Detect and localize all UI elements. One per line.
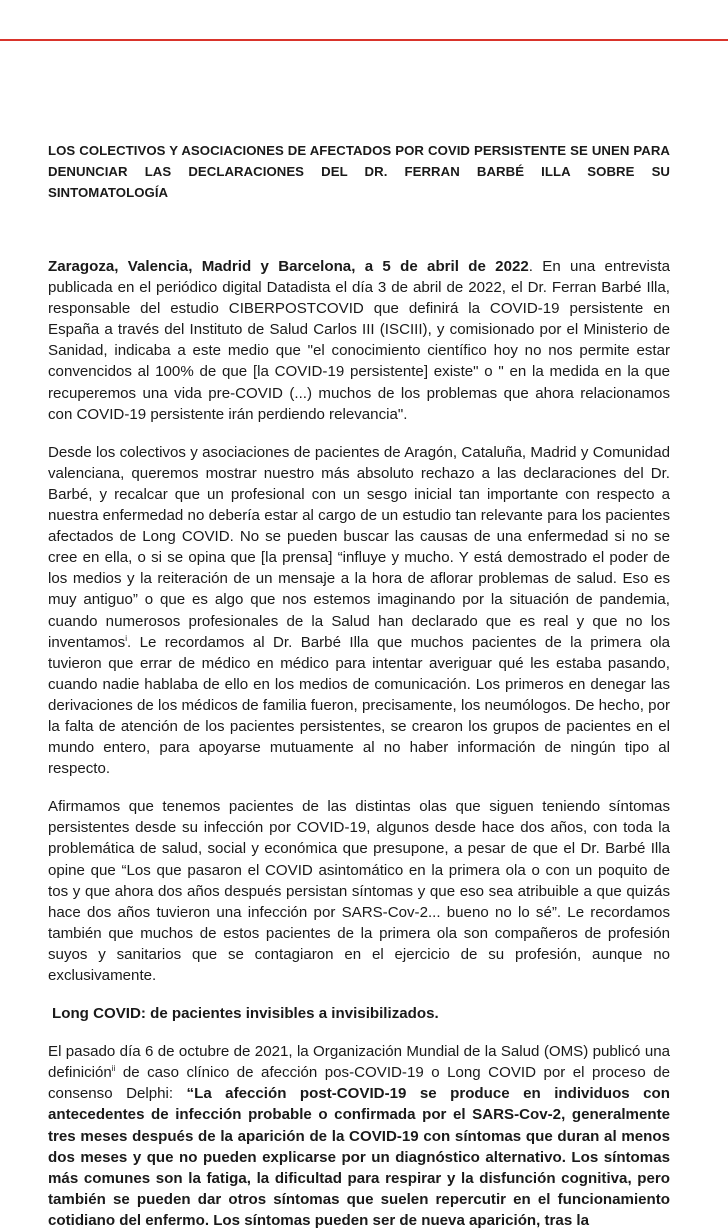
paragraph-rejection (48, 442, 670, 780)
paragraph-who-text-a: El pasado día 6 de octubre de 2021, la Organización Mundial de la Salud (OMS) publicó una definición (48, 1043, 670, 1082)
paragraph-rejection-text-b: . Le recordamos al Dr. Barbé Illa que muchos pacientes de la primera ola tuvieron que errar de médico en médico para intentar averiguar qué les estaba pasando, cuando nadie hablaba de ello en los medios de comunicación. Los primeros en denegar las derivaciones de los médicos de familia fueron, precisamente, los neumólogos. De hecho, por la falta de atención de los pacientes persistentes, se crearon los grupos de pacientes en el mundo entero, para apoyarse mutuamente al no haber información de ningún tipo al respecto. (48, 633, 670, 778)
endnote-marker-ii: ii (111, 1064, 116, 1074)
paragraph-intro (48, 256, 670, 425)
page-header-band (0, 0, 728, 40)
header-red-rule (0, 39, 728, 41)
dateline: Zaragoza, Valencia, Madrid y Barcelona, a 5 de abril de 2022 (48, 258, 529, 275)
paragraph-who-definition (48, 1041, 670, 1231)
paragraph-who-text-b: de caso clínico de afección pos-COVID-19 o Long COVID por el proceso de consenso Delphi: (48, 1064, 670, 1103)
press-release-document (48, 140, 670, 1231)
endnote-marker-i: i (125, 633, 127, 643)
section-heading: Long COVID: de pacientes invisibles a invisibilizados. (52, 1005, 439, 1023)
document-title: LOS COLECTIVOS Y ASOCIACIONES DE AFECTADOS POR COVID PERSISTENTE SE UNEN PARA DENUNCIAR LAS DECLARACIONES DEL DR. FERRAN BARBÉ ILLA SOBRE SU SINTOMATOLOGÍA (48, 143, 670, 200)
who-definition-quote: “La afección post-COVID-19 se produce en individuos con antecedentes de infección probable o confirmada por el SARS-Cov-2, generalmente tres meses después de la aparición de la COVID-19 con síntomas que duran al menos dos meses y que no pueden explicarse por un diagnóstico alternativo. Los síntomas más comunes son la fatiga, la dificultad para respirar y la disfunción cognitiva, pero también se pueden dar otros síntomas que suelen repercutir en el funcionamiento cotidiano del enfermo. Los síntomas pueden ser de nueva aparición, tras la (48, 1085, 670, 1229)
paragraph-affirmation: Afirmamos que tenemos pacientes de las distintas olas que siguen teniendo síntomas persistentes desde su infección por COVID-19, algunos desde hace dos años, con toda la problemática de salud, social y económica que presupone, a pesar de que el Dr. Barbé Illa opine que “Los que pasaron el COVID asintomático en la primera ola o con un poquito de tos y que ahora dos años después persistan síntomas y que eso sea atribuible a que quizás hace dos años tuvieron una infección por SARS-Cov-2... bueno no lo sé”. Le recordamos también que muchos de estos pacientes de la primera ola son compañeros de profesión suyos y sanitarios que se contagiaron en el ejercicio de su profesión, aunque no exclusivamente. (48, 798, 670, 984)
paragraph-intro-text: . En una entrevista publicada en el periódico digital Datadista el día 3 de abril de 2022, el Dr. Ferran Barbé Illa, responsable del estudio CIBERPOSTCOVID que definirá la COVID-19 persistente en España a través del Instituto de Salud Carlos III (ISCIII), y comisionado por el Ministerio de Sanidad, indicaba a este medio que "el conocimiento científico hoy no nos permite estar convencidos al 100% de que [la COVID-19 persistente] existe" o " en la medida en la que recuperemos una vida pre-COVID (...) muchos de los problemas que ahora relacionamos con COVID-19 persistente irán perdiendo relevancia". (48, 258, 670, 423)
paragraph-rejection-text-a: Desde los colectivos y asociaciones de pacientes de Aragón, Cataluña, Madrid y Comunidad valenciana, queremos mostrar nuestro más absoluto rechazo a las declaraciones del Dr. Barbé, y recalcar que un profesional con un sesgo inicial tan importante con respecto a nuestra enfermedad no debería estar al cargo de un estudio tan relevante para los pacientes afectados de Long COVID. No se pueden buscar las causas de una enfermedad si no se cree en ella, o si se opina que [la prensa] “influye y mucho. Y está demostrado el poder de los medios y la reiteración de un mensaje a la hora de aflorar problemas de salud. Eso es muy antiguo” o que es algo que nos estemos imaginando por la situación de pandemia, cuando numerosos profesionales de la Salud han declarado que es real y que no los inventamos (48, 443, 670, 651)
